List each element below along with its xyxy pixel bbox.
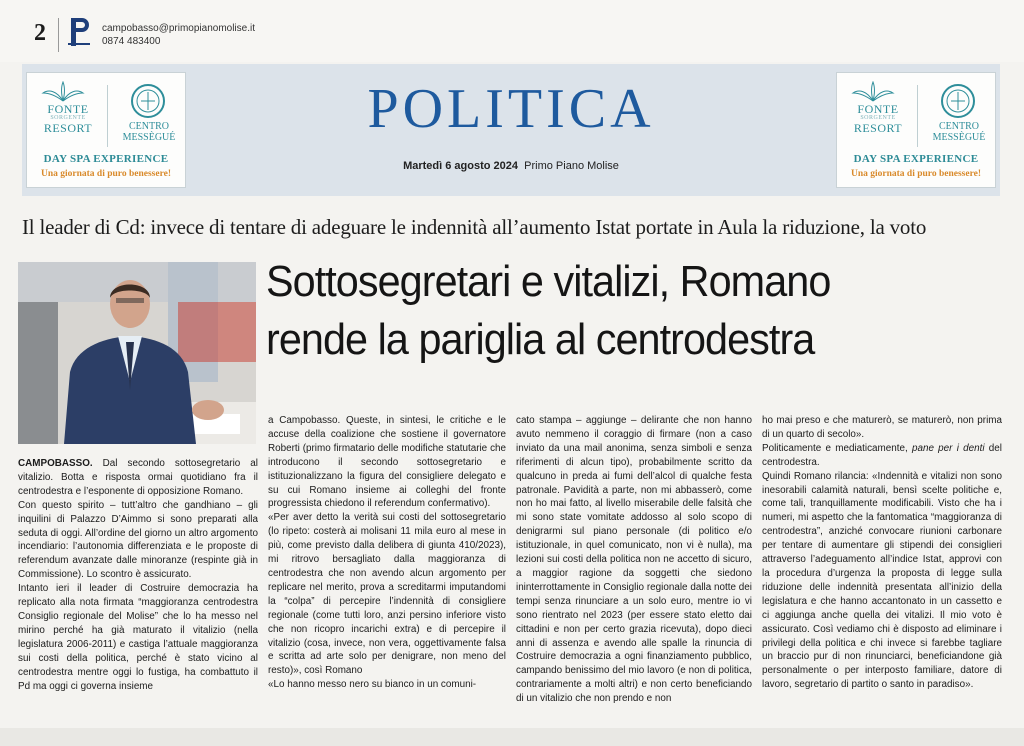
contact-phone: 0874 483400: [102, 36, 161, 47]
column-paragraph: Quindi Romano rilancia: «Indennità e vitalizi non sono inesorabili calamità naturali, bensì scelte politiche e, come tali, tranquillamente modificabili. Visto che ha i numeri, mi aspetto che la fantomatica “maggioranza di centrodestra”, anziché convocare riunioni carbonare per tentare di aumentare gli stipendi dei consiglieri attraverso l’adeguamento all’indice Istat, approvi con la procedura d’urgenza la proposta di legge sulla riduzione delle indennità presentata all’inizio della legislatura e che hanno accantonato in un cassetto e ci aggiunga anche quella dei vitalizi. Il mio voto è assicurato. Così vediamo chi è disposto ad eliminare i privilegi della politica e chi invece si farebbe tagliare un braccio pur di non rinunciarci, beneficiandone già personalmente o per interposto familiare, datore di lavoro, segretario di partito o santo in paradiso».: [762, 470, 1002, 691]
article-headline: [266, 253, 962, 369]
ad-divider: [107, 85, 108, 147]
fonte-resort-logo: [843, 103, 913, 134]
issue-date: Martedì 6 agosto 2024: [403, 160, 519, 172]
newspaper-logo-icon: [68, 16, 90, 48]
resort-word: RESORT: [43, 121, 93, 135]
page-number: 2: [34, 20, 46, 46]
paragraph-text: del centrodestra.: [762, 442, 1002, 468]
headline-line-2: rende la pariglia al centrodestra: [266, 315, 815, 364]
ad-tagline: Una giornata di puro benessere!: [40, 169, 172, 179]
leaves-logo-icon: [851, 81, 895, 103]
article-column-4: [762, 414, 1002, 692]
column-paragraph: «Lo hanno messo nero su bianco in un comuni-: [268, 679, 477, 691]
article-column-3: [516, 414, 752, 706]
politician-photo-icon: [18, 262, 256, 444]
column-paragraph: a Campobasso. Queste, in sintesi, le critiche e le accuse della coalizione che sostiene il governatore Roberti (primo firmatario delle modifiche statutarie che introducono il secondo sottosegretario e istituzionalizzano la figura del consigliere delegato e su cui Romano insieme ai colleghi del fronte progressista chiedono il referendum confermativo).: [268, 415, 506, 510]
advertisement-left[interactable]: [26, 72, 186, 188]
ad-tagline: Una giornata di puro benessere!: [850, 169, 982, 179]
article-photo: [18, 262, 256, 444]
section-title: POLITICA: [367, 78, 655, 140]
column-paragraph: cato stampa – aggiunge – delirante che non hanno avuto nemmeno il coraggio di firmare (non a caso inviato da una mail anonima, senza simboli e senza riferimenti di alcun tipo), probabilmente scritto da qualcuno in preda ai fumi dell’alcol di qualche festa patronale. Pavidità a parte, non mi abbasserò, come non ho mai fatto, al livello miserabile delle falsità che mi sono state vomitate addosso al solo scopo di denigrarmi sul piano personale (di politico e/o istituzionale, in quel comunicato, non vi è nulla), ma lezioni sui costi della politica non ne accetto di sicuro, a maggior ragione da soggetti che siedono ininterrottamente in Consiglio regionale dalla notte dei tempi senza rinunciare a un solo euro, mentre io vi sono rientrato nel 2023 (per essere stato eletto dai cittadini e non per certo grazia ricevuta), dopo dieci anni di assenza e avendo alle spalle la rinuncia di Costruire democrazia a ogni finanziamento pubblico, campando benissimo del mio lavoro (e non di politica, contrariamente a molti altri) e non certo beneficiando di un vitalizio che non prendo e non: [516, 415, 752, 705]
leaves-logo-icon: [41, 81, 85, 103]
fonte-word: FONTE: [857, 102, 899, 116]
dateline-lead: CAMPOBASSO.: [18, 458, 93, 469]
article-column-2: [268, 414, 506, 692]
contact-email: campobasso@primopianomolise.it: [102, 23, 255, 34]
column-paragraph: Con questo spirito – tutt’altro che gandhiano – gli inquilini di Palazzo D’Aimmo si sono preparati alla seduta di oggi. All’ordine del giorno un altro argomento incendiario: l’autonomia differenziata e le proposte di referendum avanzate dalle minoranze (respinte già in Commissione). Lo scontro è assicurato.: [18, 499, 258, 581]
newspaper-name: Primo Piano Molise: [524, 160, 619, 172]
column-paragraph: «Per aver detto la verità sui costi del sottosegretario (lo ripeto: costerà ai molisani 11 mila euro al mese in più, come previsto dalla delibera di giunta 410/2023), mi ritrovo bersagliato dalla maggioranza di centrodestra che non avendo alcun argomento per replicare nel merito, prova a screditarmi imputandomi la “colpa” di percepire l’indennità di consigliere regionale (come tutti loro, anzi persino inferiore visto che non ricopro incarichi extra) e di percepire il vitalizio (cosa, invece, non vera, oggettivamente falsa e scritta ad arte solo per denigrare, non meno del resto)», così Romano: [268, 512, 506, 677]
messegue-word: MESSÈGUÉ: [932, 132, 986, 143]
column-paragraph: [18, 457, 258, 499]
centro-word: CENTRO: [939, 121, 979, 132]
paragraph-text: Dal secondo sottosegretario al vitalizio. Botta e risposta ormai quotidiano fra il centrodestra e l’esponente di opposizione Romano.: [18, 458, 258, 497]
page-header: [0, 0, 1024, 62]
centro-messegue-logo: [111, 121, 187, 143]
advertisement-right[interactable]: [836, 72, 996, 188]
ad-headline: DAY SPA EXPERIENCE: [853, 153, 979, 165]
dateline: [196, 160, 826, 172]
article-kicker: Il leader di Cd: invece di tentare di adeguare le indennità all’aumento Istat portate in Aula la riduzione, la voto: [22, 215, 927, 239]
page-bottom-edge: [0, 728, 1024, 746]
centro-messegue-logo: [921, 121, 997, 143]
column-paragraph: [762, 442, 1002, 470]
messegue-word: MESSÈGUÉ: [122, 132, 176, 143]
centro-word: CENTRO: [129, 121, 169, 132]
fonte-small-word: SORGENTE: [860, 115, 896, 121]
column-paragraph: ho mai preso e che maturerò, se maturerò, non prima di un quarto di secolo».: [762, 415, 1002, 440]
resort-word: RESORT: [853, 121, 903, 135]
headline-line-1: Sottosegretari e vitalizi, Romano: [266, 257, 831, 306]
contact-info: [102, 22, 255, 48]
centro-emblem-icon: [130, 83, 166, 119]
ad-divider: [917, 85, 918, 147]
article-column-1: [18, 457, 258, 693]
italic-text: pane per i denti: [911, 442, 985, 454]
ad-headline: DAY SPA EXPERIENCE: [43, 153, 169, 165]
header-divider: [58, 18, 59, 52]
fonte-resort-logo: [33, 103, 103, 134]
paragraph-text: Politicamente e mediaticamente,: [762, 442, 912, 454]
fonte-word: FONTE: [47, 102, 89, 116]
centro-emblem-icon: [940, 83, 976, 119]
fonte-small-word: SORGENTE: [50, 115, 86, 121]
column-paragraph: Intanto ieri il leader di Costruire democrazia ha replicato alla nota firmata “maggioranza centrodestra Consiglio regionale del Molise” che lo ha messo nel mirino perché ha già maturato il vitalizio (nella legislatura 2006-2011) e castiga l’attuale maggioranza sui costi della politica, perché è stato vicino al centrodestra mentre oggi lo fustiga, ha combattuto il Pd ma oggi ci governa insieme: [18, 583, 258, 692]
